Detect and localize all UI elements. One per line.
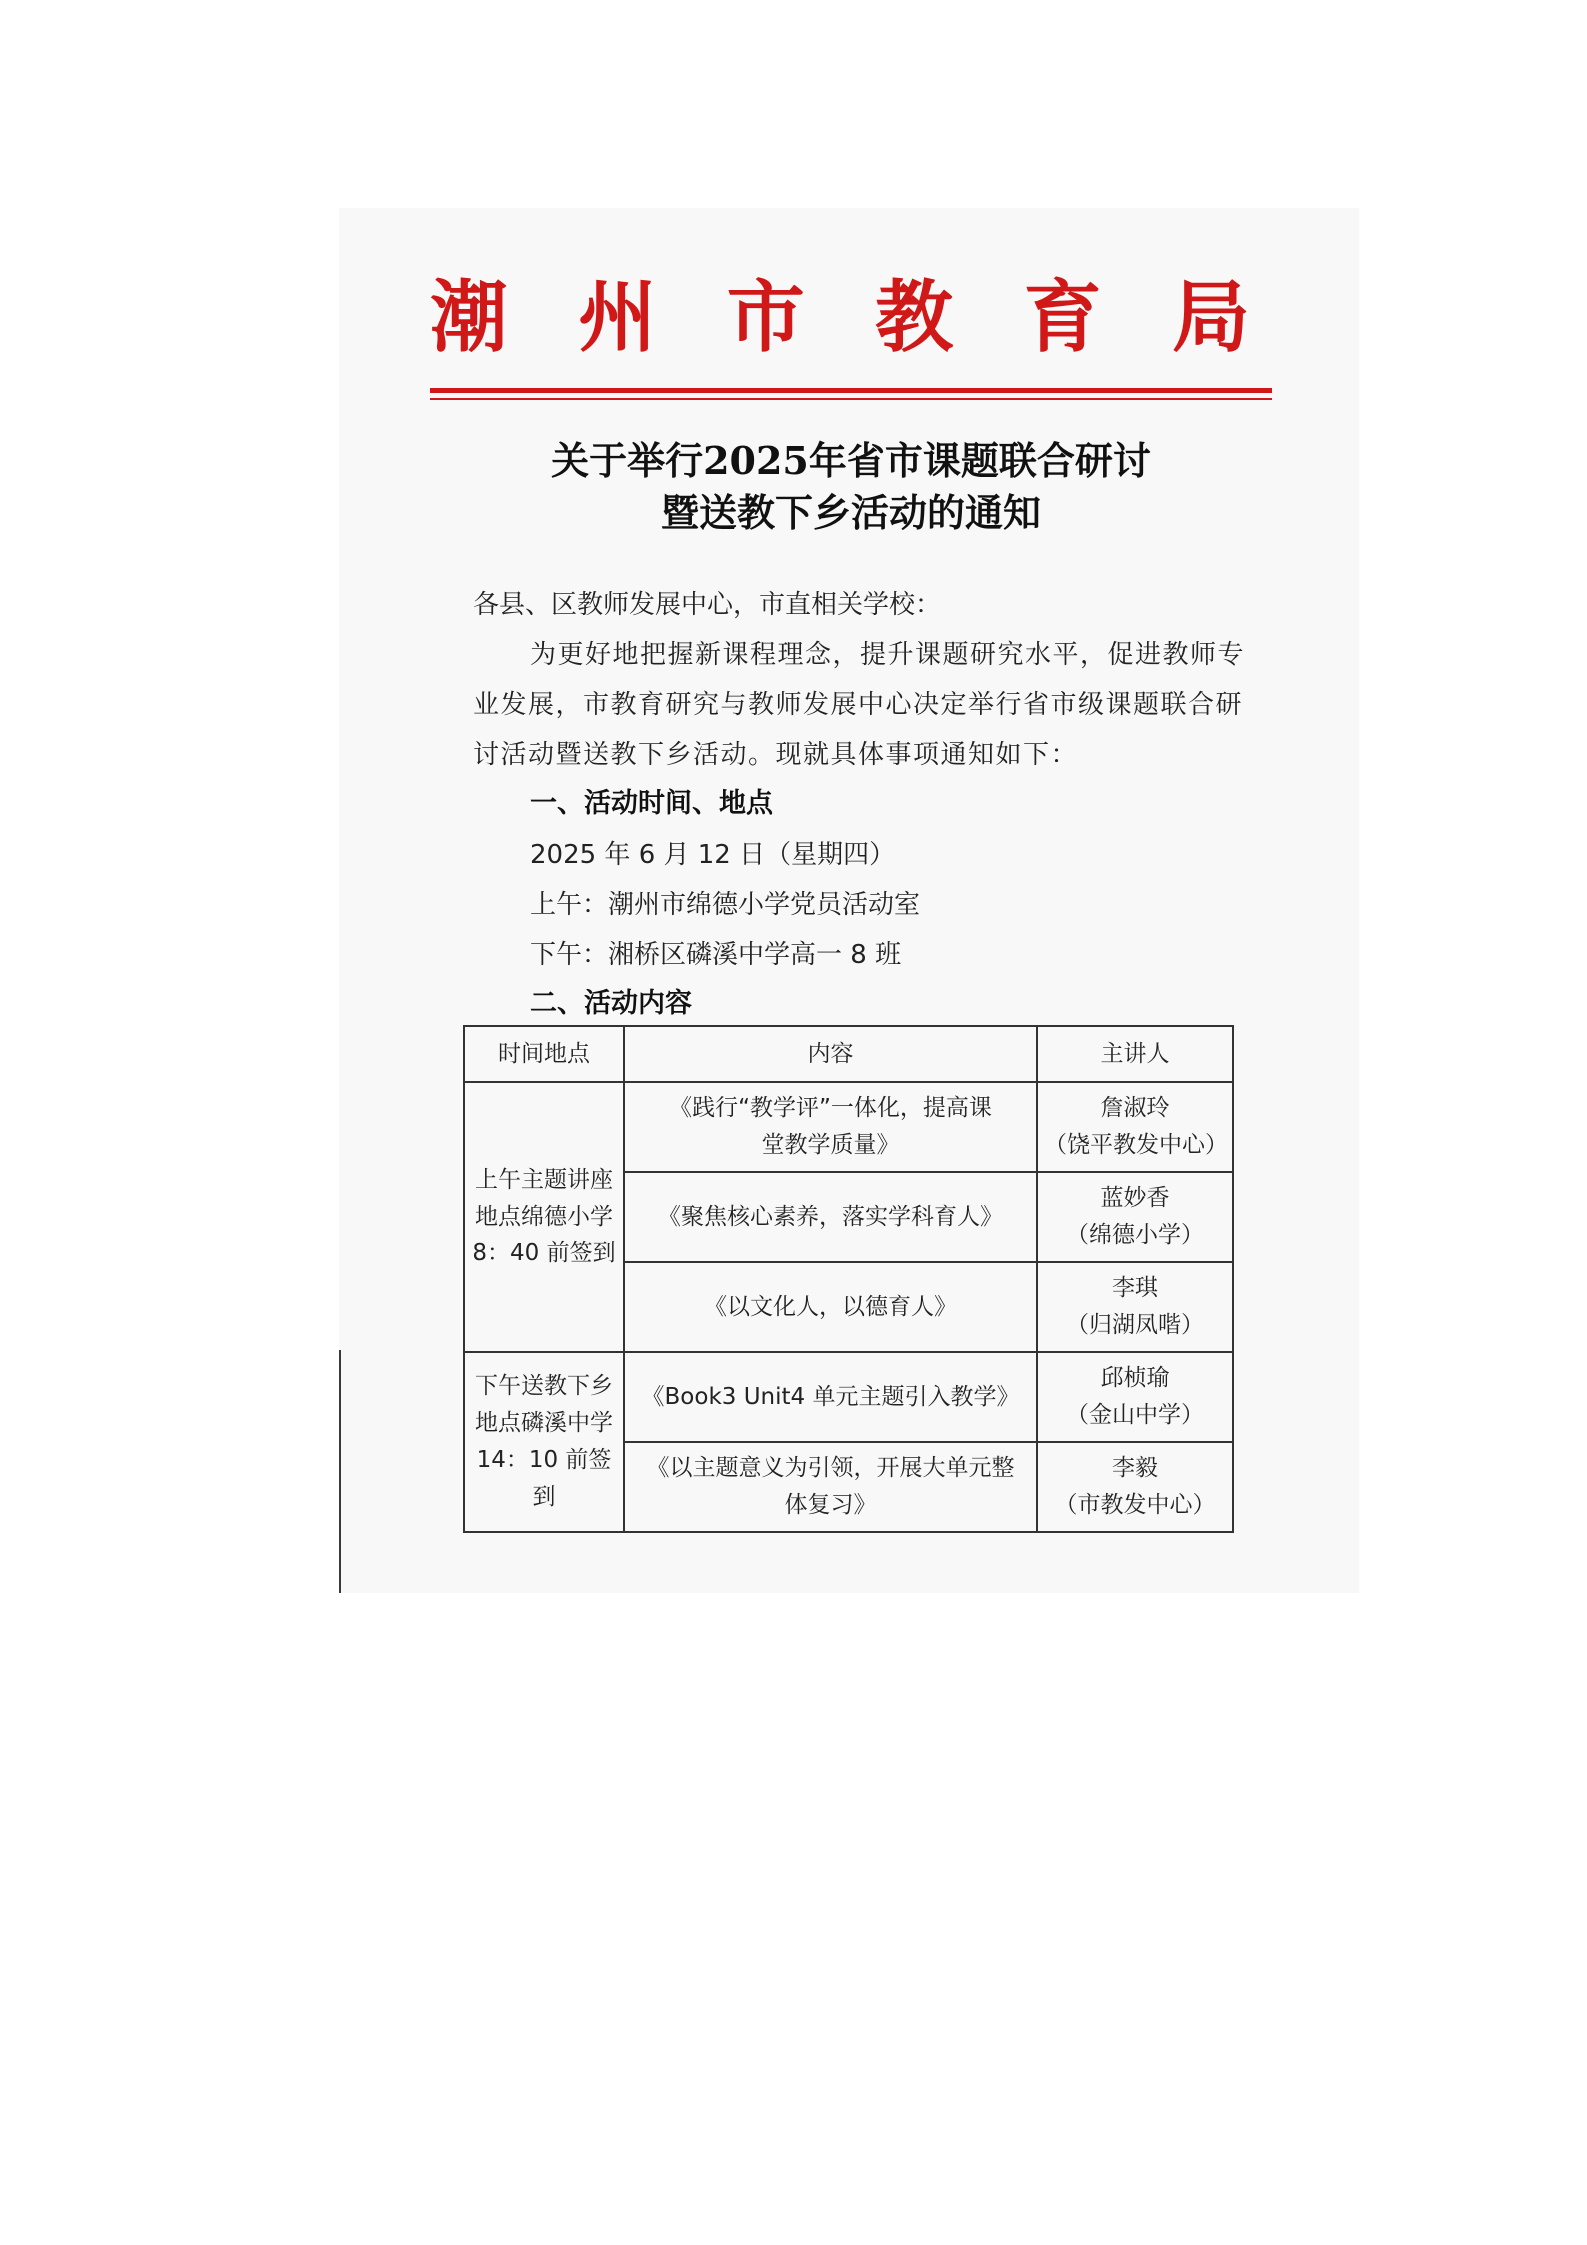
speaker-unit: （饶平教发中心） xyxy=(1044,1132,1228,1158)
intro-line: 为更好地把握新课程理念，提升课题研究水平，促进教师专 xyxy=(530,640,1246,670)
letterhead xyxy=(430,268,1250,368)
document-title-line2: 暨送教下乡活动的通知 xyxy=(660,490,1041,535)
content-line: 堂教学质量》 xyxy=(761,1132,900,1158)
speaker-name: 蓝妙香 xyxy=(1100,1185,1170,1212)
content-cell xyxy=(624,1442,1037,1532)
letterhead-char: 州 xyxy=(578,272,657,363)
content-line: 《以文化人，以德育人》 xyxy=(704,1293,957,1320)
letterhead-char: 潮 xyxy=(430,272,509,363)
event-date: 2025 年 6 月 12 日（星期四） xyxy=(530,840,896,870)
speaker-unit: （市教发中心） xyxy=(1054,1492,1216,1518)
header-content: 内容 xyxy=(624,1026,1037,1082)
content-cell xyxy=(624,1082,1037,1172)
table-row xyxy=(464,1352,1233,1442)
letterhead-rule-thin xyxy=(430,398,1272,400)
morning-location: 上午：潮州市绵德小学党员活动室 xyxy=(530,890,921,920)
speaker-name: 李毅 xyxy=(1112,1455,1158,1482)
speaker-name: 詹淑玲 xyxy=(1100,1095,1170,1122)
content-line: 体复习》 xyxy=(784,1492,877,1518)
letterhead-char: 市 xyxy=(726,272,805,363)
letterhead-char: 教 xyxy=(875,272,954,363)
morning-block-cell xyxy=(464,1082,624,1352)
intro-line: 业发展，市教育研究与教师发展中心决定举行省市级课题联合研 xyxy=(473,690,1244,720)
afternoon-block-line: 14：10 前签到 xyxy=(476,1447,612,1510)
table-row xyxy=(464,1082,1233,1172)
table-header-row xyxy=(464,1026,1233,1082)
content-cell xyxy=(624,1352,1037,1442)
letterhead-char: 局 xyxy=(1171,272,1250,363)
document-title-line1: 关于举行2025年省市课题联合研讨 xyxy=(551,438,1151,483)
content-line: 《Book3 Unit4 单元主题引入教学》 xyxy=(641,1383,1020,1410)
content-cell xyxy=(624,1172,1037,1262)
speaker-cell xyxy=(1037,1262,1233,1352)
content-line: 《以主题意义为引领，开展大单元整 xyxy=(646,1455,1015,1482)
speaker-name: 李琪 xyxy=(1112,1275,1158,1302)
header-time-place: 时间地点 xyxy=(464,1026,624,1082)
afternoon-block-line: 下午送教下乡 xyxy=(475,1373,613,1400)
speaker-unit: （金山中学） xyxy=(1066,1402,1204,1428)
schedule-table xyxy=(463,1025,1234,1533)
morning-block-line: 地点绵德小学 xyxy=(475,1203,613,1230)
speaker-cell xyxy=(1037,1442,1233,1532)
speaker-unit: （归湖凤喈） xyxy=(1066,1312,1204,1338)
speaker-cell xyxy=(1037,1352,1233,1442)
header-speaker: 主讲人 xyxy=(1037,1026,1233,1082)
letterhead-rule xyxy=(430,388,1272,393)
speaker-cell xyxy=(1037,1172,1233,1262)
speaker-unit: （绵德小学） xyxy=(1066,1222,1204,1248)
section-heading-time-place: 一、活动时间、地点 xyxy=(530,788,773,819)
afternoon-block-line: 地点磷溪中学 xyxy=(475,1410,613,1437)
content-cell xyxy=(624,1262,1037,1352)
letterhead-char: 育 xyxy=(1023,272,1102,363)
speaker-name: 邱桢瑜 xyxy=(1100,1365,1170,1392)
section-heading-content: 二、活动内容 xyxy=(530,988,692,1019)
afternoon-block-cell xyxy=(464,1352,624,1532)
speaker-cell xyxy=(1037,1082,1233,1172)
scan-edge-line xyxy=(339,1350,341,1593)
content-line: 《践行“教学评”一体化，提高课 xyxy=(669,1095,992,1122)
afternoon-location: 下午：湘桥区磷溪中学高一 8 班 xyxy=(530,940,902,970)
salutation: 各县、区教师发展中心，市直相关学校： xyxy=(473,590,942,620)
content-line: 《聚焦核心素养，落实学科育人》 xyxy=(658,1203,1003,1230)
morning-block-line: 上午主题讲座 xyxy=(475,1166,613,1193)
morning-block-line: 8：40 前签到 xyxy=(472,1240,616,1267)
intro-line: 讨活动暨送教下乡活动。现就具体事项通知如下： xyxy=(473,740,1079,770)
